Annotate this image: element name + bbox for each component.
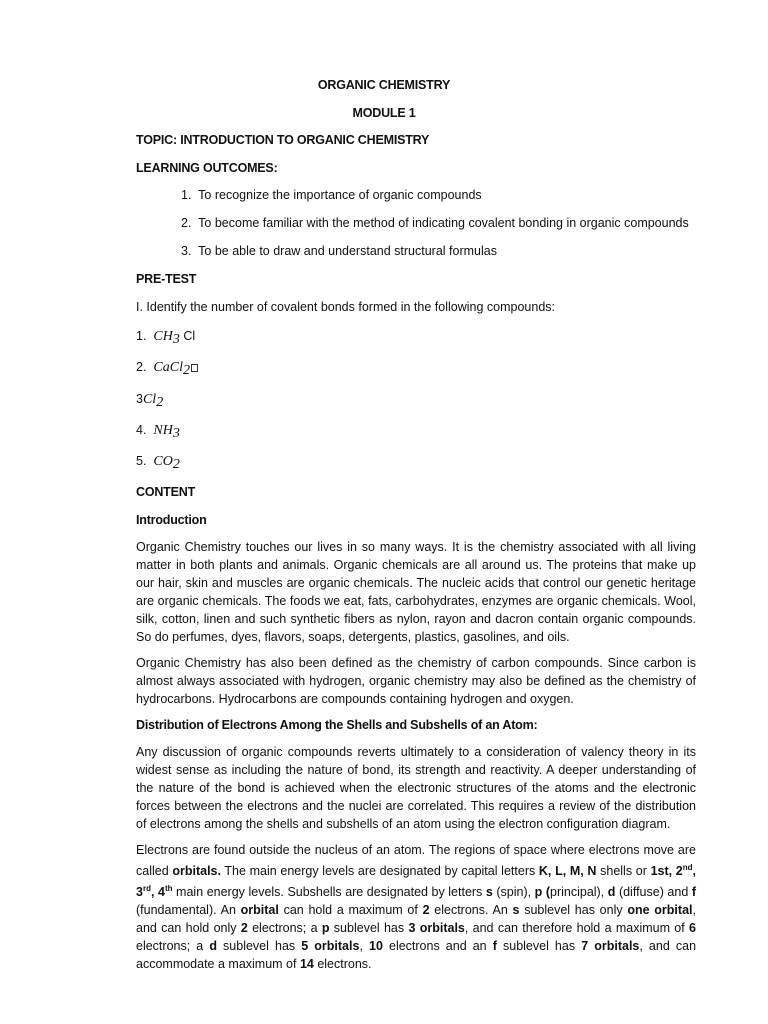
text-run: The main energy levels are designated by capital letters xyxy=(220,864,539,878)
distribution-paragraph-2 xyxy=(136,841,696,973)
bold-term: , 3 xyxy=(136,864,696,899)
text-run: electrons. xyxy=(313,957,372,971)
bold-term: 6 xyxy=(689,921,696,935)
pretest-item xyxy=(136,390,163,412)
formula-subscript: 3 xyxy=(172,332,180,347)
formula-base: CaCl xyxy=(153,360,183,375)
superscript: nd xyxy=(682,863,693,872)
bold-term: 2 xyxy=(240,921,248,935)
formula-subscript: 2 xyxy=(156,395,164,410)
outcome-item xyxy=(181,214,689,232)
outcome-item xyxy=(181,186,482,204)
bold-term: f xyxy=(492,939,497,953)
bold-term: K, L, M, N xyxy=(538,864,597,878)
bold-term: 3 orbitals xyxy=(408,921,465,935)
outcome-number: 1. xyxy=(181,188,192,202)
paragraph-text: Any discussion of organic compounds reverts ultimately to a consideration of valency theory in its widest sense as including the nature of bond, its strength and reactivity. A deeper understanding of the nature of the bond is achieved when the electronic structures of the atoms and the electronic forces between the electrons and the nuclei are correlated. This requires a review of the distribution of electrons among the shells and subshells of an atom using the electron configuration diagram. xyxy=(136,745,696,831)
bold-term: orbital xyxy=(240,903,279,917)
formula-base: CO xyxy=(153,454,173,469)
text-run: can hold a maximum of xyxy=(278,903,423,917)
item-number: 1. xyxy=(136,329,147,343)
pretest-item xyxy=(136,327,195,349)
text-run: main energy levels. Subshells are designated by letters xyxy=(172,885,486,899)
formula-base: CH xyxy=(153,329,173,344)
text-run: sublevel has xyxy=(496,939,582,953)
formula-base: Cl xyxy=(142,392,157,407)
pretest-heading: PRE-TEST xyxy=(136,272,197,286)
outcome-text: To recognize the importance of organic compounds xyxy=(198,188,482,202)
text-run: , and can accommodate a maximum of xyxy=(136,939,697,971)
outcome-item xyxy=(181,242,497,260)
bold-term: 2 xyxy=(422,903,430,917)
text-run: electrons; a xyxy=(247,921,322,935)
outcome-text: To be able to draw and understand structural formulas xyxy=(198,244,497,258)
bold-term: d xyxy=(209,939,217,953)
text-run: electrons and an xyxy=(382,939,493,953)
bold-term: 5 orbitals xyxy=(301,939,360,953)
text-run: (spin), xyxy=(492,885,535,899)
text-run: shells or xyxy=(596,864,651,878)
paragraph-text xyxy=(136,841,696,973)
module-label: MODULE 1 xyxy=(352,106,416,120)
bold-term: 10 xyxy=(369,939,383,953)
distribution-paragraph-1 xyxy=(136,743,696,833)
pretest-instruction: I. Identify the number of covalent bonds formed in the following compounds: xyxy=(136,300,555,314)
intro-paragraph-2 xyxy=(136,654,696,708)
text-run: Electrons are found outside the nucleus of an atom. The regions of space where electrons move are called xyxy=(136,843,696,878)
item-number: 4. xyxy=(136,423,147,437)
item-number: 5. xyxy=(136,454,147,468)
bold-term: p xyxy=(321,921,330,935)
content-heading: CONTENT xyxy=(136,485,196,499)
text-run: (fundamental). An xyxy=(136,903,241,917)
formula-subscript: 2 xyxy=(172,457,180,472)
text-run: (diffuse) and xyxy=(615,885,692,899)
distribution-heading: Distribution of Electrons Among the Shells and Subshells of an Atom: xyxy=(136,718,538,732)
paragraph-text: Organic Chemistry has also been defined as the chemistry of carbon compounds. Since carbon is almost always associated with hydrogen, organic chemistry may also be defined as the chemistry of hydrocarbons. Hydrocarbons are compounds containing hydrogen and oxygen. xyxy=(136,656,696,706)
bold-term: s xyxy=(512,903,520,917)
text-run: sublevel has only xyxy=(519,903,628,917)
text-run: electrons; a xyxy=(136,939,210,953)
introduction-heading: Introduction xyxy=(136,513,207,527)
intro-paragraph-1 xyxy=(136,538,696,646)
superscript: rd xyxy=(142,884,151,893)
bold-term: 7 orbitals xyxy=(581,939,640,953)
bold-term: 1st, 2 xyxy=(650,864,683,878)
superscript: th xyxy=(164,884,173,893)
text-run: , xyxy=(359,939,369,953)
placeholder-box-icon xyxy=(191,364,198,372)
paragraph-text: Organic Chemistry touches our lives in so many ways. It is the chemistry associated with all living matter in both plants and animals. Organic chemicals are all around us. The proteins that make up our hair, skin and muscles are organic chemicals. The nucleic acids that control our genetic heritage are organic chemicals. The foods we eat, fats, carbohydrates, enzymes are organic chemicals. Wool, silk, cotton, linen and such synthetic fibers as nylon, rayon and dacron contain organic compounds. So do perfumes, dyes, flavors, soaps, detergents, plastics, gasolines, and oils. xyxy=(136,540,696,644)
item-number: 2. xyxy=(136,360,147,374)
bold-term: 14 xyxy=(299,957,314,971)
pretest-item xyxy=(136,421,180,443)
bold-term: d xyxy=(607,885,616,899)
formula-subscript: 3 xyxy=(172,426,180,441)
topic-heading: TOPIC: INTRODUCTION TO ORGANIC CHEMISTRY xyxy=(136,133,430,147)
text-run: , and can therefore hold a maximum of xyxy=(464,921,690,935)
text-run: sublevel has xyxy=(329,921,409,935)
bold-term: s xyxy=(485,885,493,899)
bold-term: f xyxy=(691,885,696,899)
outcome-number: 3. xyxy=(181,244,192,258)
text-run: principal), xyxy=(550,885,608,899)
text-run: sublevel has xyxy=(216,939,302,953)
document-title: ORGANIC CHEMISTRY xyxy=(317,78,451,92)
bold-term: p ( xyxy=(534,885,550,899)
formula-base: NH xyxy=(153,423,173,438)
formula-subscript: 2 xyxy=(182,363,190,378)
bold-term: , 4 xyxy=(150,885,165,899)
pretest-item xyxy=(136,358,198,380)
bold-term: one orbital xyxy=(627,903,693,917)
text-run: , and can hold only xyxy=(136,903,696,935)
pretest-item xyxy=(136,452,180,474)
item-number: 3 xyxy=(136,392,143,406)
text-run: electrons. An xyxy=(429,903,513,917)
bold-term: orbitals. xyxy=(172,864,221,878)
outcome-text: To become familiar with the method of indicating covalent bonding in organic compounds xyxy=(198,216,689,230)
formula-tail: Cl xyxy=(179,329,196,343)
learning-outcomes-heading: LEARNING OUTCOMES: xyxy=(136,161,278,175)
outcome-number: 2. xyxy=(181,216,192,230)
